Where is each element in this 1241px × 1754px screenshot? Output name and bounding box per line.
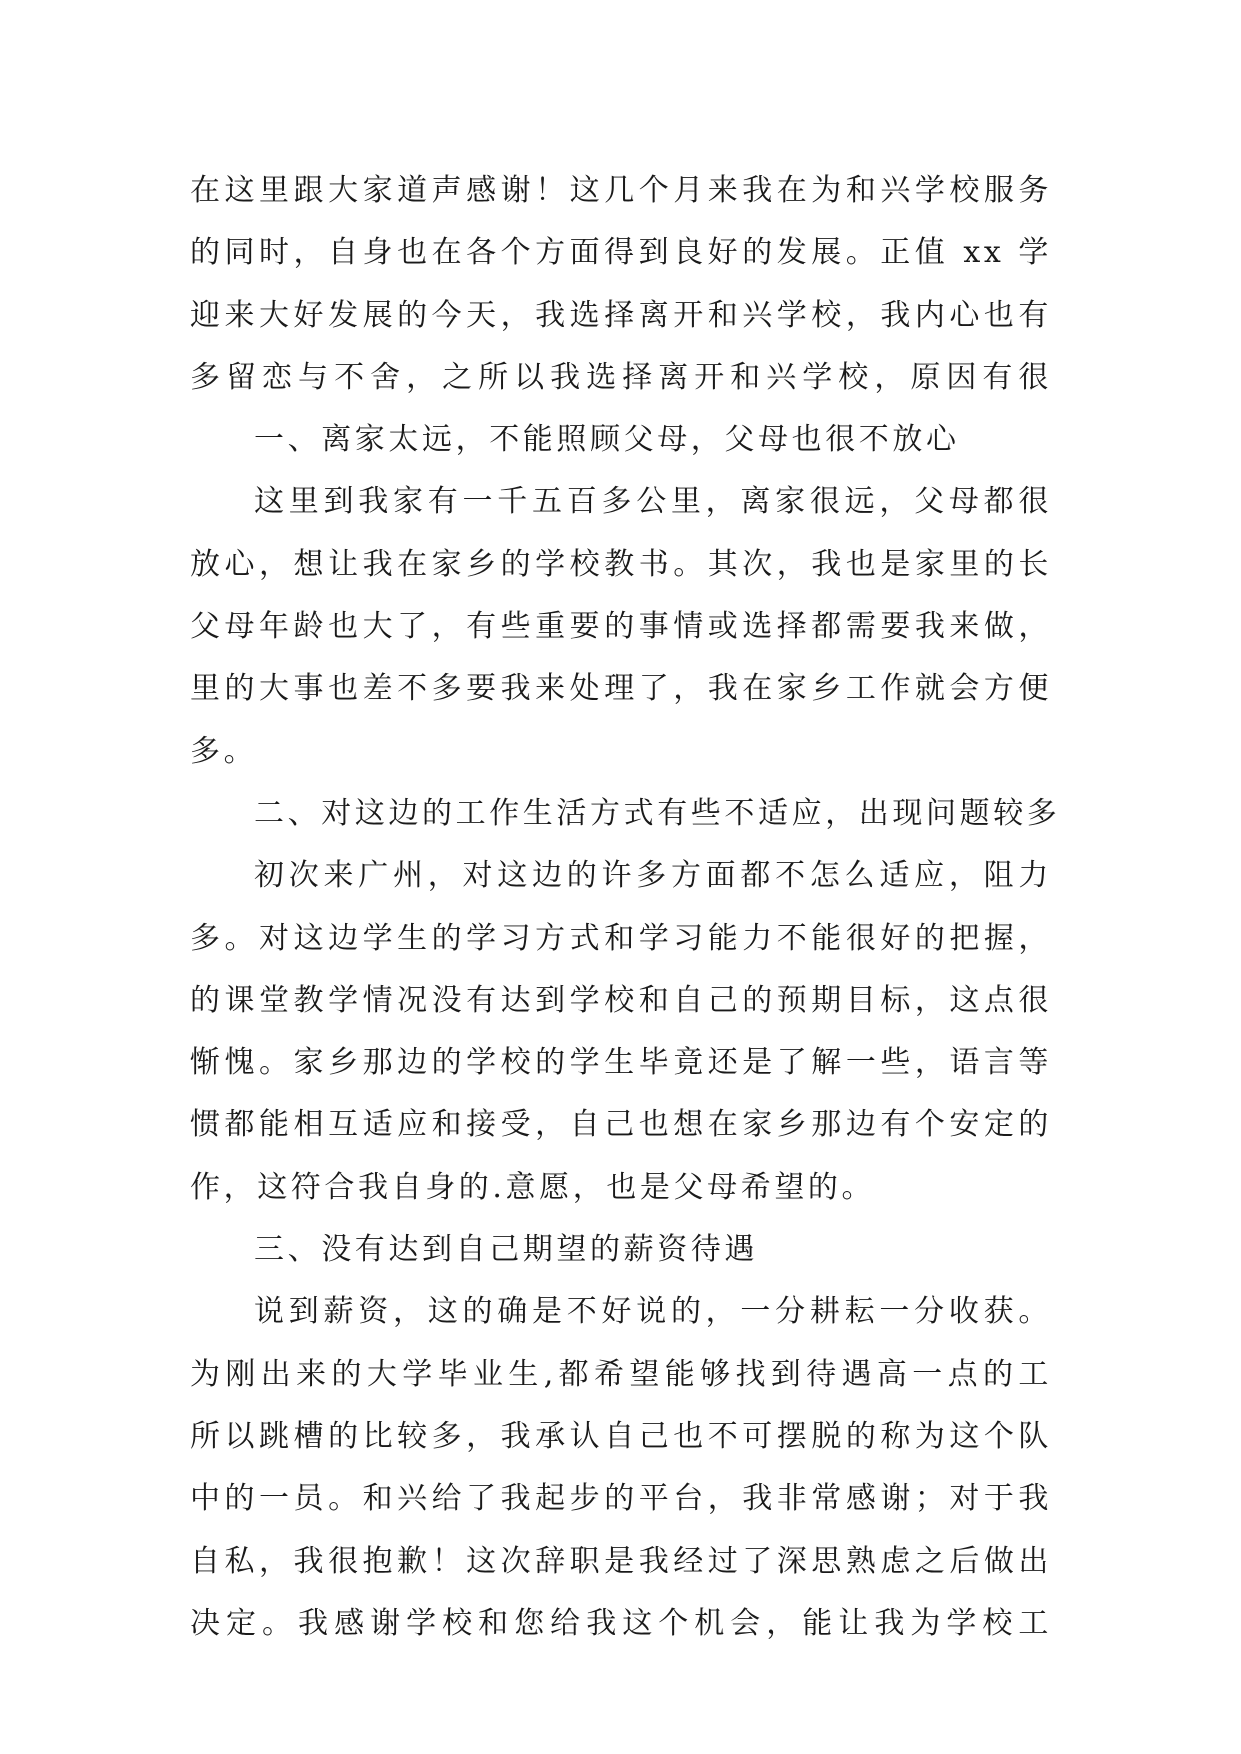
text-line: 为刚出来的大学毕业生,都希望能够找到待遇高一点的工 (190, 1356, 1052, 1392)
text-line: 这里到我家有一千五百多公里，离家很远，父母都很 (254, 484, 1052, 520)
text-line: 初次来广州，对这边的许多方面都不怎么适应，阻力 (254, 858, 1052, 894)
text-line: 多。 (190, 733, 258, 769)
text-line: 迎来大好发展的今天，我选择离开和兴学校，我内心也有 (190, 297, 1052, 333)
text-line: 惯都能相互适应和接受，自己也想在家乡那边有个安定的 (190, 1107, 1052, 1143)
text-line: 惭愧。家乡那边的学校的学生毕竟还是了解一些，语言等 (190, 1045, 1052, 1081)
text-line: 所以跳槽的比较多，我承认自己也不可摆脱的称为这个队 (190, 1418, 1052, 1454)
text-line: 多留恋与不舍，之所以我选择离开和兴学校，原因有很 (190, 359, 1052, 395)
text-line: 的课堂教学情况没有达到学校和自己的预期目标，这点很 (190, 982, 1052, 1018)
text-line: 说到薪资，这的确是不好说的，一分耕耘一分收获。 (254, 1294, 1052, 1330)
text-line: 二、对这边的工作生活方式有些不适应，出现问题较多 (254, 795, 1061, 831)
text-line: 在这里跟大家道声感谢！这几个月来我在为和兴学校服务 (190, 173, 1052, 208)
text-line: 决定。我感谢学校和您给我这个机会，能让我为学校工 (190, 1605, 1052, 1641)
text-line: 作，这符合我自身的.意愿，也是父母希望的。 (190, 1169, 876, 1205)
text-line: 放心，想让我在家乡的学校教书。其次，我也是家里的长 (190, 546, 1052, 582)
text-line: 中的一员。和兴给了我起步的平台，我非常感谢；对于我 (190, 1481, 1052, 1517)
text-line: 三、没有达到自己期望的薪资待遇 (254, 1232, 758, 1268)
text-line: 多。对这边学生的学习方式和学习能力不能很好的把握， (190, 920, 1052, 956)
text-line: 里的大事也差不多要我来处理了，我在家乡工作就会方便 (190, 671, 1052, 707)
text-line: 自私，我很抱歉！这次辞职是我经过了深思熟虑之后做出 (190, 1543, 1052, 1579)
text-line: 父母年龄也大了，有些重要的事情或选择都需要我来做， (190, 609, 1052, 645)
document-body (190, 160, 1061, 1655)
text-line: 一、离家太远，不能照顾父母，父母也很不放心 (254, 422, 960, 458)
text-line: 的同时，自身也在各个方面得到良好的发展。正值 xx 学 (190, 235, 1052, 271)
